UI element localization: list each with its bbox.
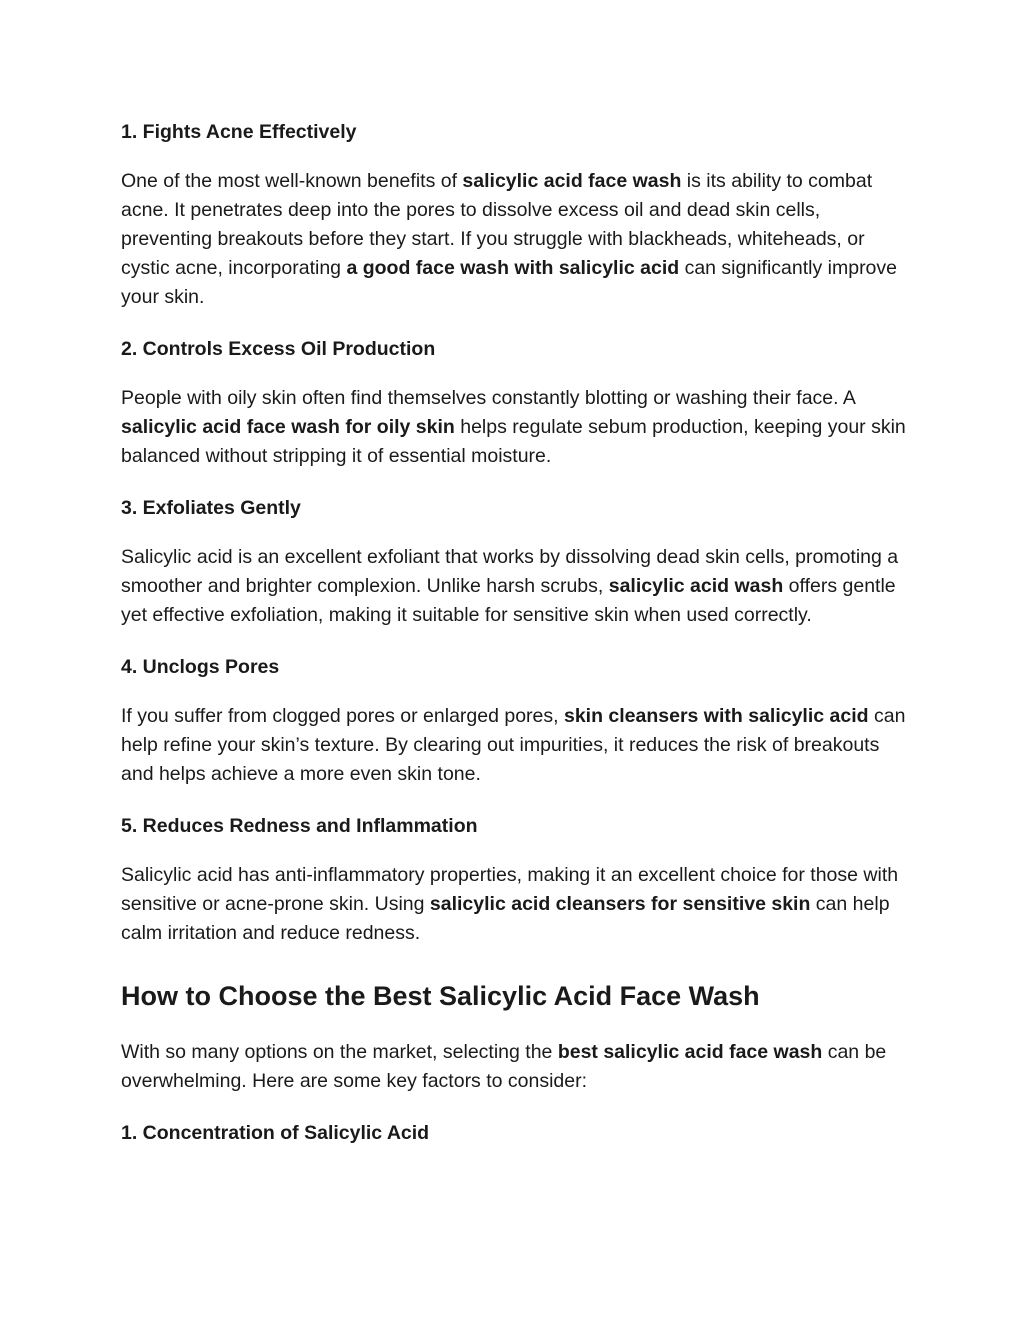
section-heading-reduces-redness: 5. Reduces Redness and Inflammation <box>121 815 478 837</box>
text-run: With so many options on the market, selecting the <box>121 1041 558 1063</box>
text-run: Salicylic acid is an excellent exfoliant that works by dissolving dead skin cells, promoting a smoother and brighter complexion. Unlike harsh scrubs, <box>121 546 899 597</box>
section-paragraph-fights-acne <box>121 167 911 312</box>
text-run: helps regulate sebum production, keeping your skin balanced without stripping it of essential moisture. <box>121 416 906 467</box>
factor-heading-concentration: 1. Concentration of Salicylic Acid <box>121 1122 430 1144</box>
section-paragraph-controls-oil <box>121 384 911 471</box>
section-paragraph-unclogs-pores <box>121 702 911 789</box>
text-run: can help calm irritation and reduce redness. <box>121 893 890 944</box>
bold-keyword: salicylic acid face wash <box>462 170 682 192</box>
bold-keyword: skin cleansers with salicylic acid <box>563 705 869 727</box>
bold-keyword: salicylic acid face wash for oily skin <box>121 416 455 438</box>
section-paragraph-reduces-redness <box>121 861 911 948</box>
bold-keyword: best salicylic acid face wash <box>557 1041 823 1063</box>
section-heading-fights-acne: 1. Fights Acne Effectively <box>121 121 357 143</box>
section-heading-controls-oil: 2. Controls Excess Oil Production <box>121 338 436 360</box>
bold-keyword: salicylic acid wash <box>608 575 784 597</box>
text-run: can be overwhelming. Here are some key factors to consider: <box>121 1041 887 1092</box>
guide-title: How to Choose the Best Salicylic Acid Face Wash <box>121 981 760 1011</box>
document-page <box>121 118 911 1148</box>
text-run: One of the most well-known benefits of <box>121 170 463 192</box>
section-heading-unclogs-pores: 4. Unclogs Pores <box>121 656 280 678</box>
bold-keyword: salicylic acid cleansers for sensitive skin <box>429 893 811 915</box>
text-run: People with oily skin often find themselves constantly blotting or washing their face. A <box>121 387 855 409</box>
section-heading-exfoliates: 3. Exfoliates Gently <box>121 497 301 519</box>
text-run: can help refine your skin’s texture. By clearing out impurities, it reduces the risk of breakouts and helps achieve a more even skin tone. <box>121 705 906 785</box>
guide-intro-paragraph <box>121 1038 911 1096</box>
text-run: If you suffer from clogged pores or enlarged pores, <box>121 705 564 727</box>
text-run: is its ability to combat acne. It penetrates deep into the pores to dissolve excess oil and dead skin cells, preventing breakouts before they start. If you struggle with blackheads, whiteheads, or cystic acne, incorporating <box>121 170 873 279</box>
text-run: can significantly improve your skin. <box>121 257 897 308</box>
bold-keyword: a good face wash with salicylic acid <box>346 257 680 279</box>
text-run: offers gentle yet effective exfoliation, making it suitable for sensitive skin when used correctly. <box>121 575 896 626</box>
section-paragraph-exfoliates <box>121 543 911 630</box>
text-run: Salicylic acid has anti-inflammatory properties, making it an excellent choice for those with sensitive or acne-prone skin. Using <box>121 864 899 915</box>
